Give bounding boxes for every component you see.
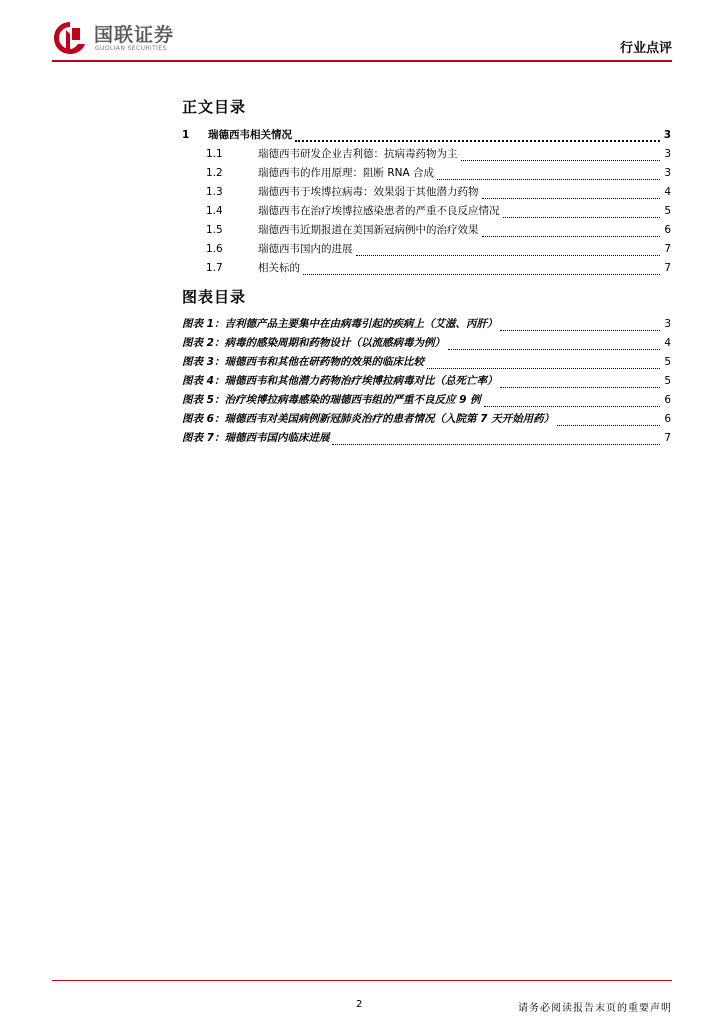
dot-leader [482, 236, 661, 237]
dot-leader [484, 406, 660, 407]
dot-leader [303, 274, 660, 275]
toc-title: 正文目录 [182, 98, 247, 116]
figure-entry-page: 3 [664, 318, 671, 330]
toc-entry-page: 4 [664, 186, 671, 198]
figure-entry-text: 图表 1：吉利德产品主要集中在由病毒引起的疾病上（艾滋、丙肝） [182, 318, 498, 330]
guolian-logo-icon [52, 20, 88, 56]
toc-entry-number: 1.1 [206, 148, 223, 160]
toc-entry-text: 瑞德西韦研发企业吉利德：抗病毒药物为主 [258, 148, 458, 160]
figure-entry-text: 图表 4：瑞德西韦和其他潜力药物治疗埃博拉病毒对比（总死亡率） [182, 375, 498, 387]
toc-entry-number: 1.5 [206, 224, 223, 236]
toc-entry-number: 1.3 [206, 186, 223, 198]
figure-entry-page: 7 [664, 432, 671, 444]
toc-entry-1-1[interactable] [182, 146, 671, 165]
figure-entry-page: 6 [664, 394, 671, 406]
figure-entry-text: 图表 6：瑞德西韦对美国病例新冠肺炎治疗的患者情况（入院第 7 天开始用药） [182, 413, 555, 425]
figure-entry-page: 5 [664, 356, 671, 368]
figure-entry-text: 图表 7：瑞德西韦国内临床进展 [182, 432, 330, 444]
dot-leader [295, 140, 660, 142]
dot-leader [500, 387, 660, 388]
toc-entry-text: 相关标的 [258, 262, 300, 274]
figure-entry-3[interactable] [182, 354, 671, 373]
toc-entry-1-6[interactable] [182, 241, 671, 260]
toc-entry-page: 7 [664, 262, 671, 274]
dot-leader [427, 368, 660, 369]
figure-entry-4[interactable] [182, 373, 671, 392]
dot-leader [461, 160, 661, 161]
toc-entry-text: 瑞德西韦在治疗埃博拉感染患者的严重不良反应情况 [258, 205, 500, 217]
figure-entry-2[interactable] [182, 335, 671, 354]
dot-leader [437, 179, 660, 180]
toc-entry-number: 1.6 [206, 243, 223, 255]
footer-disclaimer: 请务必阅读报告末页的重要声明 [518, 1003, 672, 1014]
toc-entry-text: 瑞德西韦近期报道在美国新冠病例中的治疗效果 [258, 224, 479, 236]
dot-leader [503, 217, 661, 218]
toc-entry-number: 1.2 [206, 167, 223, 179]
toc-entry-1-4[interactable] [182, 203, 671, 222]
figures-toc-title: 图表目录 [182, 288, 247, 306]
logo-english-name: GUOLIAN SECURITIES [95, 45, 167, 52]
toc-entry-page: 3 [663, 129, 671, 141]
figure-entry-page: 4 [664, 337, 671, 349]
dot-leader [332, 444, 660, 445]
toc-entry-1-2[interactable] [182, 165, 671, 184]
page-number: 2 [356, 999, 363, 1010]
toc-entry-1-3[interactable] [182, 184, 671, 203]
figure-entry-5[interactable] [182, 392, 671, 411]
toc-entry-1[interactable] [182, 127, 671, 146]
toc-entry-page: 3 [664, 148, 671, 160]
header-divider [52, 60, 672, 62]
toc-entry-text: 瑞德西韦的作用原理：阻断 RNA 合成 [258, 167, 435, 179]
dot-leader [482, 198, 661, 199]
toc-entry-number: 1.4 [206, 205, 223, 217]
company-logo [52, 20, 192, 56]
toc-entry-1-7[interactable] [182, 260, 671, 279]
figure-entry-6[interactable] [182, 411, 671, 430]
figure-entry-7[interactable] [182, 430, 671, 449]
toc-entry-text: 瑞德西韦相关情况 [208, 129, 292, 141]
toc-entry-number: 1 [182, 129, 190, 141]
dot-leader [448, 349, 660, 350]
figure-entry-page: 6 [664, 413, 671, 425]
toc-entry-1-5[interactable] [182, 222, 671, 241]
dot-leader [557, 425, 660, 426]
footer-divider [52, 980, 672, 981]
figure-entry-text: 图表 3：瑞德西韦和其他在研药物的效果的临床比较 [182, 356, 424, 368]
toc-entry-number: 1.7 [206, 262, 223, 274]
toc-entry-text: 瑞德西韦于埃博拉病毒：效果弱于其他潜力药物 [258, 186, 479, 198]
figure-entry-page: 5 [664, 375, 671, 387]
figure-entry-1[interactable] [182, 316, 671, 335]
report-type-label: 行业点评 [619, 41, 672, 56]
toc-entry-text: 瑞德西韦国内的进展 [258, 243, 353, 255]
figure-entry-text: 图表 5：治疗埃博拉病毒感染的瑞德西韦组的严重不良反应 9 例 [182, 394, 481, 406]
dot-leader [356, 255, 661, 256]
logo-chinese-name: 国联证券 [94, 24, 175, 46]
toc-entry-page: 6 [664, 224, 671, 236]
toc-entry-page: 3 [664, 167, 671, 179]
dot-leader [500, 330, 660, 331]
figure-entry-text: 图表 2：病毒的感染周期和药物设计（以流感病毒为例） [182, 337, 445, 349]
toc-entry-page: 5 [664, 205, 671, 217]
toc-entry-page: 7 [664, 243, 671, 255]
